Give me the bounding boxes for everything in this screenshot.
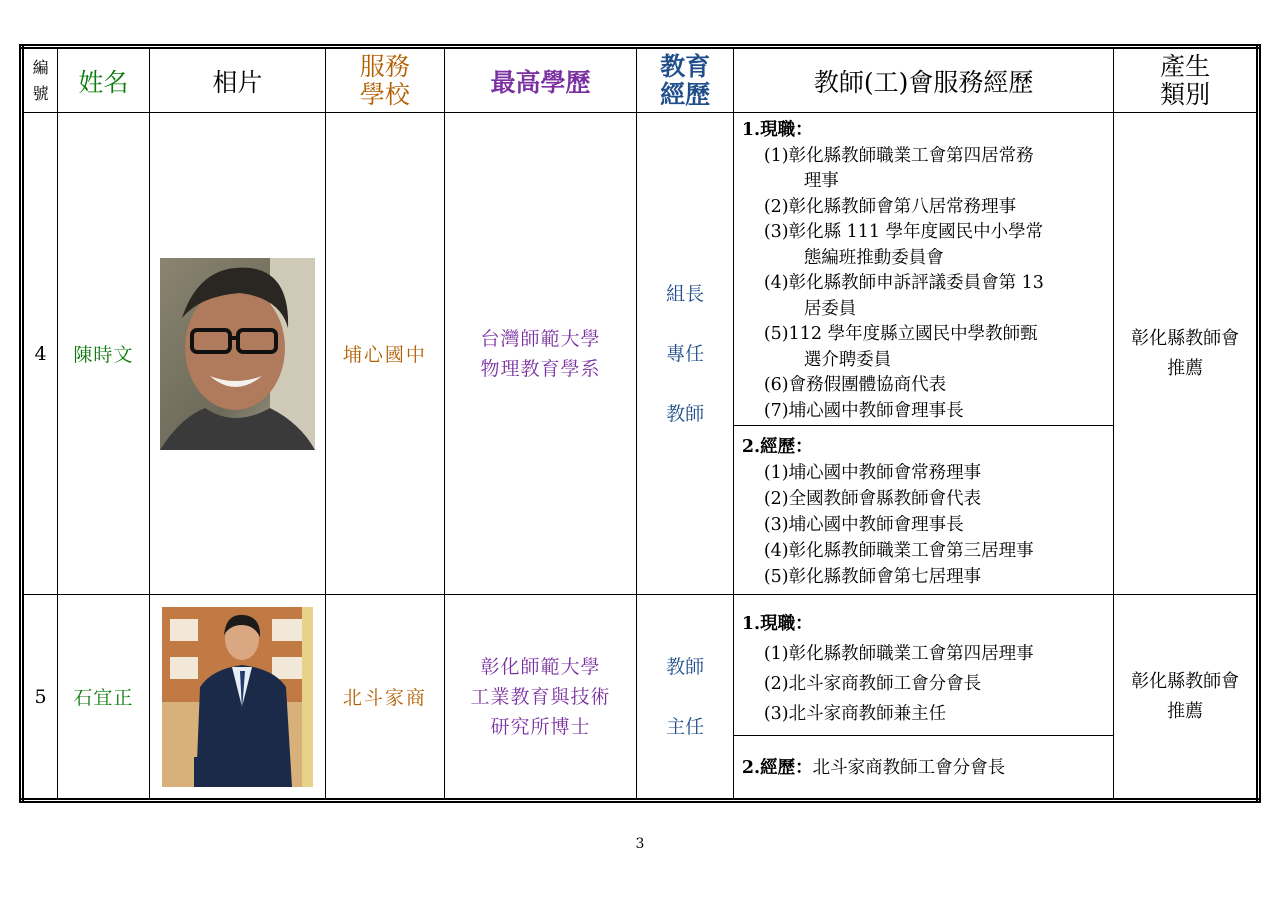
header-degree: 最高學歷 xyxy=(444,47,637,113)
past-title: 2.經歷： xyxy=(741,758,813,779)
service-item: (5)彰化縣教師會第七居理事 xyxy=(763,567,982,588)
service-item: (1)彰化縣教師職業工會第四居常務 xyxy=(763,145,1034,166)
type-line: 推薦 xyxy=(1167,700,1204,722)
highest-degree xyxy=(444,113,637,595)
education-experience xyxy=(637,113,733,595)
service-item: (7)埔心國中教師會理事長 xyxy=(763,400,964,421)
header-photo: 相片 xyxy=(149,47,326,113)
header-exp-line2: 經歷 xyxy=(660,79,711,109)
type-line: 推薦 xyxy=(1167,357,1204,379)
degree-line: 工業教育與技術 xyxy=(470,685,611,708)
page-number: 3 xyxy=(635,836,645,852)
row-num: 5 xyxy=(22,595,58,801)
header-experience xyxy=(637,47,733,113)
header-num-line1: 編 xyxy=(32,57,49,77)
service-item: (3)北斗家商教師兼主任 xyxy=(763,704,947,725)
service-item: (4)彰化縣教師職業工會第三居理事 xyxy=(763,541,1034,562)
degree-line: 研究所博士 xyxy=(490,715,591,738)
school-name: 北斗家商 xyxy=(326,595,444,801)
header-exp-line1: 教育 xyxy=(660,51,711,81)
exp-line: 組長 xyxy=(666,282,705,305)
school-name: 埔心國中 xyxy=(326,113,444,595)
past-service xyxy=(733,426,1114,595)
candidate-name: 陳時文 xyxy=(58,113,149,595)
header-name: 姓名 xyxy=(58,47,149,113)
nomination-type xyxy=(1114,113,1259,595)
header-row xyxy=(22,47,1259,113)
service-item: (2)全國教師會縣教師會代表 xyxy=(763,489,982,510)
photo-cell xyxy=(149,113,326,595)
past-text: 北斗家商教師工會分會長 xyxy=(812,758,1006,779)
exp-line: 教師 xyxy=(666,402,705,425)
service-item: (2)北斗家商教師工會分會長 xyxy=(763,674,982,695)
row-num: 4 xyxy=(22,113,58,595)
past-title: 2.經歷： xyxy=(741,437,813,458)
current-title: 1.現職： xyxy=(741,614,813,635)
header-school xyxy=(326,47,444,113)
service-item-cont: 選介聘委員 xyxy=(803,349,892,370)
type-line: 彰化縣教師會 xyxy=(1131,670,1240,692)
service-item-cont: 居委員 xyxy=(803,298,857,319)
service-item: (6)會務假團體協商代表 xyxy=(763,375,947,396)
header-num xyxy=(22,47,58,113)
exp-line: 專任 xyxy=(666,342,705,365)
current-title: 1.現職： xyxy=(741,120,813,141)
service-item: (3)彰化縣 111 學年度國民中小學常 xyxy=(763,222,1044,243)
degree-line: 彰化師範大學 xyxy=(480,655,601,678)
table-row xyxy=(22,113,1259,426)
current-service xyxy=(733,113,1114,426)
header-type-line1: 產生 xyxy=(1160,51,1211,81)
service-item: (5)112 學年度縣立國民中學教師甄 xyxy=(763,324,1038,345)
candidate-name: 石宜正 xyxy=(58,595,149,801)
service-item: (4)彰化縣教師申訴評議委員會第 13 xyxy=(763,273,1044,294)
header-school-line1: 服務 xyxy=(359,51,410,81)
header-type-line2: 類別 xyxy=(1160,79,1211,109)
service-item: (1)埔心國中教師會常務理事 xyxy=(763,463,982,484)
highest-degree xyxy=(444,595,637,801)
type-line: 彰化縣教師會 xyxy=(1131,327,1240,349)
nomination-type xyxy=(1114,595,1259,801)
candidate-photo xyxy=(162,607,313,787)
degree-line: 物理教育學系 xyxy=(480,357,601,380)
header-school-line2: 學校 xyxy=(359,79,410,109)
service-item-cont: 理事 xyxy=(803,171,839,192)
exp-line: 主任 xyxy=(666,715,705,738)
candidate-table xyxy=(19,44,1261,803)
service-item: (1)彰化縣教師職業工會第四居理事 xyxy=(763,644,1034,665)
table-row xyxy=(22,595,1259,736)
service-item: (3)埔心國中教師會理事長 xyxy=(763,515,964,536)
candidate-photo xyxy=(160,258,315,450)
current-service xyxy=(733,595,1114,736)
past-service xyxy=(733,735,1114,800)
header-service: 教師(工)會服務經歷 xyxy=(733,47,1114,113)
photo-cell xyxy=(149,595,326,801)
exp-line: 教師 xyxy=(666,655,705,678)
service-item: (2)彰化縣教師會第八居常務理事 xyxy=(763,196,1017,217)
service-item-cont: 態編班推動委員會 xyxy=(803,247,944,268)
header-num-line2: 號 xyxy=(32,83,49,103)
degree-line: 台灣師範大學 xyxy=(480,327,601,350)
education-experience xyxy=(637,595,733,801)
header-type xyxy=(1114,47,1259,113)
